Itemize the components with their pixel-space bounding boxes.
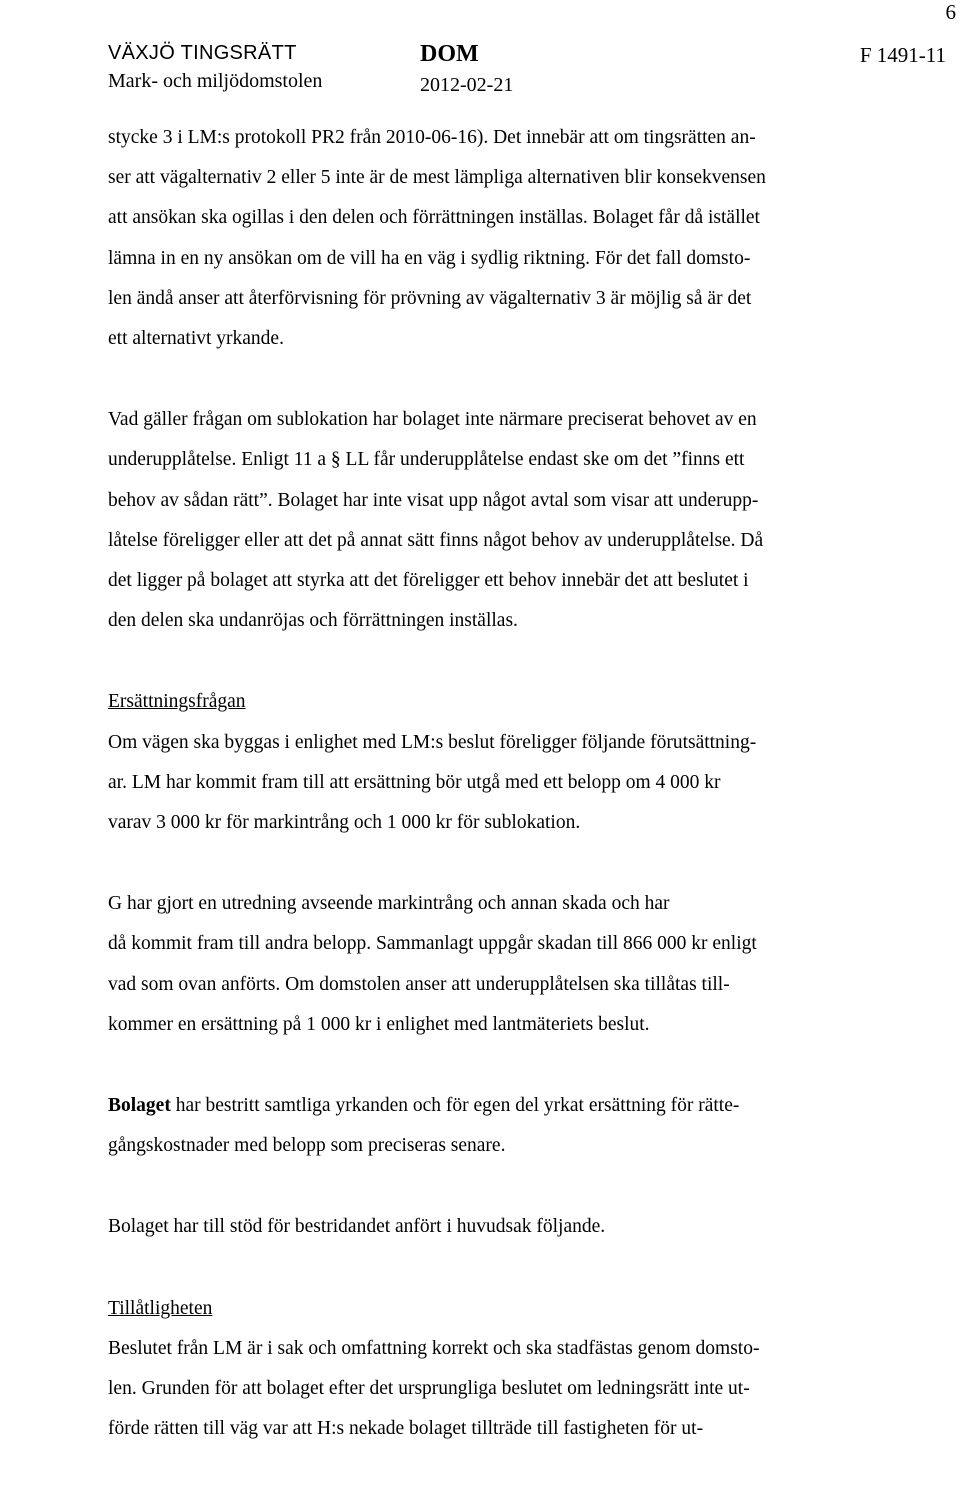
text-line: det ligger på bolaget att styrka att det föreligger ett behov innebär det att beslutet i [108,570,749,592]
paragraph-utredning [108,884,898,1045]
text-line: lämna in en ny ansökan om de vill ha en väg i sydlig riktning. För det fall domsto- [108,247,751,269]
document-header [108,40,946,100]
text-line: behov av sådan rätt”. Bolaget har inte visat upp något avtal som visar att underupp- [108,489,759,511]
paragraph-stod [108,1207,898,1247]
text-line: då kommit fram till andra belopp. Sammanlagt uppgår skadan till 866 000 kr enligt [108,933,757,955]
text-line: kommer en ersättning på 1 000 kr i enlighet med lantmäteriets beslut. [108,1013,650,1035]
text-fragment: har bestritt samtliga yrkanden och för egen del yrkat ersättning för rätte- [170,1095,740,1117]
text-line: förde rätten till väg var att H:s nekade bolaget tillträde till fastigheten för ut- [108,1418,704,1440]
text-line: ett alternativt yrkande. [108,328,284,350]
paragraph-tingsratten-alternativ [108,118,898,359]
text-line: ar. LM har kommit fram till att ersättning bör utgå med ett belopp om 4 000 kr [108,771,721,793]
text-line: Bolaget har till stöd för bestridandet anfört i huvudsak följande. [108,1216,606,1238]
text-line: Vad gäller frågan om sublokation har bolaget inte närmare preciserat behovet av en [108,409,757,431]
document-body [108,118,898,1490]
text-line: G har gjort en utredning avseende markintrång och annan skada och har [108,893,670,915]
text-line: len. Grunden för att bolaget efter det ursprungliga beslutet om ledningsrätt inte ut- [108,1378,750,1400]
text-line: varav 3 000 kr för markintrång och 1 000 kr för sublokation. [108,812,581,834]
text-line: gångskostnader med belopp som preciseras senare. [108,1135,506,1157]
text-line: ser att vägalternativ 2 eller 5 inte är de mest lämpliga alternativen blir konsekvensen [108,167,766,189]
text-line: att ansökan ska ogillas i den delen och förrättningen inställas. Bolaget får då istället [108,207,760,229]
document-type: DOM [420,41,479,67]
court-name: VÄXJÖ TINGSRÄTT [108,42,297,64]
text-line: den delen ska undanröjas och förrättningen inställas. [108,610,518,632]
bold-party-name: Bolaget [108,1095,171,1117]
text-line: underupplåtelse. Enligt 11 a § LL får underupplåtelse endast ske om det ”finns ett [108,449,745,471]
paragraph-bolaget-bestritt [108,1086,898,1166]
page-number: 6 [945,0,956,24]
paragraph-sublokation [108,400,898,641]
text-line: Beslutet från LM är i sak och omfattning korrekt och ska stadfästas genom domsto- [108,1337,760,1359]
text-line: stycke 3 i LM:s protokoll PR2 från 2010-06-16). Det innebär att om tingsrätten an- [108,127,756,148]
text-line: låtelse föreligger eller att det på annat sätt finns något behov av underupplåtelse. Då [108,529,764,551]
text-line: vad som ovan anförts. Om domstolen anser att underupplåtelsen ska tillåtas till- [108,973,730,995]
paragraph-ersattning [108,682,898,843]
section-heading-ersattningsfragan: Ersättningsfrågan [108,691,246,713]
document-date: 2012-02-21 [420,74,514,96]
case-number: F 1491-11 [859,43,946,67]
text-line: Om vägen ska byggas i enlighet med LM:s beslut föreligger följande förutsättning- [108,731,757,753]
text-line [108,1086,898,1126]
court-department: Mark- och miljödomstolen [108,70,323,92]
paragraph-tillatligheten [108,1289,898,1450]
text-line: len ändå anser att återförvisning för prövning av vägalternativ 3 är möjlig så är det [108,287,752,309]
section-heading-tillatligheten: Tillåtligheten [108,1297,213,1319]
